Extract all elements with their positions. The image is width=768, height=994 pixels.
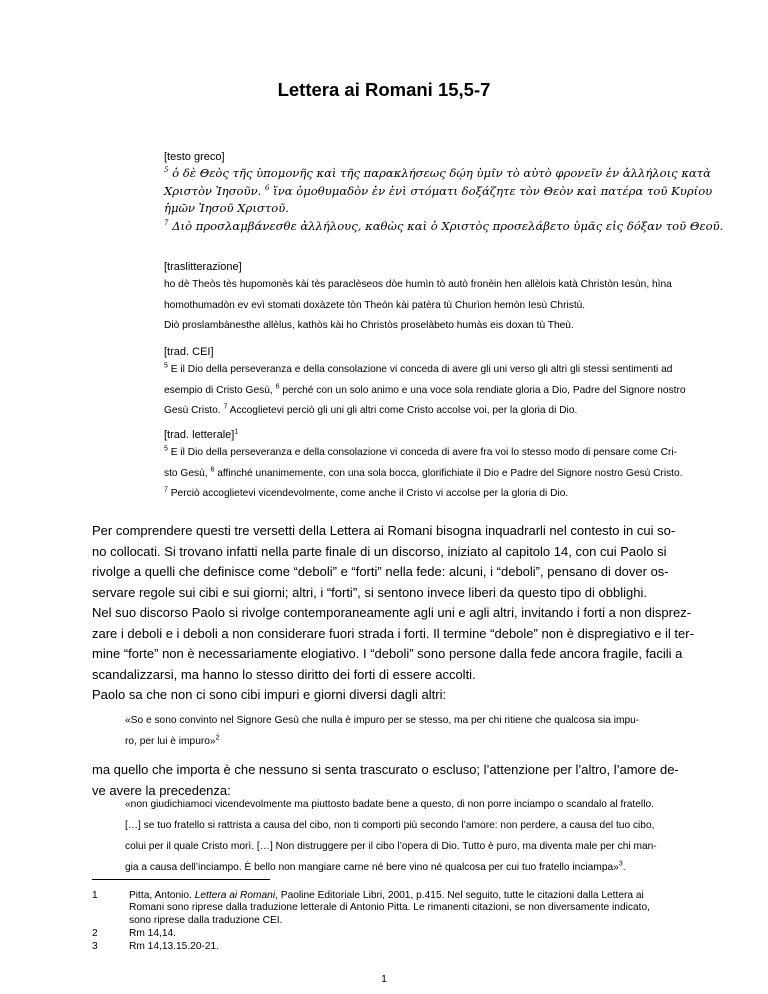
literal-label-text: [trad. letterale] bbox=[164, 429, 235, 441]
quote-line: […] se tuo fratello si rattrista a causa del cibo, non ti comporti più secondo l’amore: non perdere, a causa del tuo cibo, bbox=[125, 820, 655, 831]
transliteration-line: homothumadòn ev evì stomati doxàzete tòn Theón kài patèra tù Churìon hemòn Iesù Christù. bbox=[164, 299, 586, 311]
verse-number: 5 bbox=[164, 445, 168, 453]
transliteration-block bbox=[164, 260, 684, 337]
cei-text: Accoglietevi perciò gli uni gli altri come Cristo accolse voi, per la gloria di Dio. bbox=[229, 405, 578, 416]
literal-text: E il Dio della perseveranza e della consolazione vi conceda di avere fra voi lo stesso modo di pensare come Cri- bbox=[170, 447, 677, 458]
footnote-number: 2 bbox=[92, 928, 98, 939]
verse-number: 6 bbox=[210, 466, 215, 474]
greek-line bbox=[164, 165, 712, 183]
cei-translation-block bbox=[164, 345, 684, 422]
quote-line: colui per il quale Cristo morì. […] Non distruggere per il cibo l’opera di Dio. Tutto è puro, ma diventa male per chi man- bbox=[125, 841, 657, 852]
verse-number: 7 bbox=[223, 403, 228, 411]
footnote-line: Romani sono riprese dalla traduzione letterale di Antonio Pitta. Le rimanenti citazioni, se non diversamente indicato, bbox=[129, 902, 650, 914]
verse-number: 5 bbox=[164, 362, 168, 370]
block-quote bbox=[125, 794, 685, 878]
footnote-ref[interactable]: 1 bbox=[234, 428, 239, 436]
footnote-author: Pitta, Antonio. bbox=[129, 890, 195, 901]
footnote bbox=[92, 928, 684, 941]
greek-label: [testo greco] bbox=[164, 151, 225, 163]
body-line: zare i deboli e i deboli a non considerare fuori strada i forti. Il termine “debole” non è dispregiativo e il ter- bbox=[92, 625, 694, 641]
literal-text: affinché unanimemente, con una sola bocca, glorifichiate il Dio e Padre del Signore nostro Gesù Cristo. bbox=[217, 467, 683, 479]
transliteration-label: [traslitterazione] bbox=[164, 261, 242, 273]
footnote bbox=[92, 941, 684, 954]
body-line: rivolge a quelli che definisce come “deboli” e “forti” nella fede: alcuni, i “deboli”, pensano di dover os- bbox=[92, 564, 669, 579]
greek-text: Χριστὸν Ἰησοῦν. bbox=[164, 183, 262, 198]
body-line: ve avere la precedenza: bbox=[92, 782, 231, 798]
verse-number: 7 bbox=[164, 486, 168, 494]
body-line: Paolo sa che non ci sono cibi impuri e giorni diversi dagli altri: bbox=[92, 687, 447, 702]
literal-text: sto Gesù, bbox=[164, 467, 208, 479]
footnote-number: 3 bbox=[92, 941, 98, 952]
cei-text: Gesù Cristo. bbox=[164, 405, 221, 416]
verse-number: 5 bbox=[164, 166, 169, 175]
quote-line bbox=[125, 731, 685, 752]
literal-line bbox=[164, 464, 684, 485]
footnote-separator bbox=[92, 879, 270, 880]
footnote bbox=[92, 890, 684, 928]
quote-line: «So e sono convinto nel Signore Gesù che nulla è impuro per se stesso, ma per chi ritiene che qualcosa sia impu- bbox=[125, 715, 640, 726]
page-number: 1 bbox=[381, 973, 387, 985]
quote-text: . bbox=[622, 862, 626, 873]
footnote-text bbox=[129, 890, 684, 927]
body-line: scandalizzarsi, ma hanno lo stesso diritto dei forti di essere accolti. bbox=[92, 666, 476, 682]
greek-line bbox=[164, 183, 713, 201]
block-quote bbox=[125, 710, 685, 752]
cei-line bbox=[164, 360, 684, 381]
transliteration-line: ho dè Theòs tès hupomonès kài tès paraclèseos dòe humìn tò autò fronèin hen allèlois katà Christòn Iesùn, hìna bbox=[164, 279, 672, 290]
literal-label bbox=[164, 428, 684, 442]
footnote-line: sono riprese dalla traduzione CEI. bbox=[129, 914, 283, 926]
footnote-text: Rm 14,13.15.20-21. bbox=[129, 941, 220, 952]
cei-line bbox=[164, 381, 684, 402]
body-line: Nel suo discorso Paolo si rivolge contemporaneamente agli uni e agli altri, invitando i forti a non disprez- bbox=[92, 605, 692, 620]
literal-translation-block bbox=[164, 428, 684, 505]
body-line: ma quello che importa è che nessuno si senta trascurato o escluso; l’attenzione per l’altro, l’amore de- bbox=[92, 762, 679, 777]
body-paragraph bbox=[92, 521, 694, 706]
quote-text: gia a causa dell’inciampo. È bello non mangiare carne né bere vino né qualcosa per cui tuo fratello inciampa» bbox=[125, 862, 619, 873]
quote-text: ro, per lui è impuro» bbox=[125, 736, 216, 747]
literal-text: Perciò accoglietevi vicendevolmente, come anche il Cristo vi accolse per la gloria di Dio. bbox=[170, 488, 569, 499]
greek-text: Διὸ προσλαμβάνεσθε ἀλλήλους, καθὼς καὶ ὁ Χριστὸς προσελάβετο ὑμᾶς εἰς δόξαν τοῦ Θεοῦ. bbox=[172, 218, 724, 233]
verse-number: 6 bbox=[275, 383, 280, 391]
transliteration-line: Diò proslambànesthe allèlus, kathòs kài ho Christòs proselàbeto humàs eis doxan tù Theù. bbox=[164, 320, 574, 331]
footnote-text: Rm 14,14. bbox=[129, 928, 176, 939]
body-line: Per comprendere questi tre versetti della Lettera ai Romani bisogna inquadrarli nel contesto in cui so- bbox=[92, 523, 676, 538]
quote-line bbox=[125, 857, 685, 878]
greek-line bbox=[164, 218, 724, 236]
page-title: Lettera ai Romani 15,5-7 bbox=[277, 79, 491, 100]
body-line: mine “forte” non è necessariamente elogiativo. I “deboli” sono persone dalla fede ancora fragile, facili a bbox=[92, 646, 683, 661]
footnote-ref[interactable]: 2 bbox=[215, 734, 220, 742]
footnote-line: , Paoline Editoriale Libri, 2001, p.415. Nel seguito, tutte le citazioni dalla Lettera ai bbox=[275, 890, 644, 901]
literal-line bbox=[164, 484, 684, 505]
greek-text: ἡμῶν Ἰησοῦ Χριστοῦ. bbox=[164, 201, 289, 215]
greek-text-block bbox=[164, 150, 724, 235]
body-line: servare regole sui cibi e sui giorni; altri, i “forti”, si sentono invece liberi da questo tipo di obblighi. bbox=[92, 584, 647, 600]
greek-line bbox=[164, 200, 684, 218]
greek-text: ἵνα ὁμοθυμαδὸν ἐν ἑνὶ στόματι δοξάζητε τὸν Θεὸν καὶ πατέρα τοῦ Κυρίου bbox=[273, 183, 713, 198]
cei-text: perché con un solo animo e una voce sola rendiate gloria a Dio, Padre del Signore nostro bbox=[282, 384, 686, 396]
footnote-ref[interactable]: 3 bbox=[618, 860, 623, 868]
cei-text: E il Dio della perseveranza e della consolazione vi conceda di avere gli uni verso gli altri gli stessi sentimenti ad bbox=[170, 364, 673, 375]
greek-text: ὁ δὲ Θεὸς τῆς ὑπομονῆς καὶ τῆς παρακλήσεως δῴη ὑμῖν τὸ αὐτὸ φρονεῖν ἐν ἀλλήλοις κατὰ bbox=[172, 166, 712, 180]
verse-number: 6 bbox=[265, 183, 270, 192]
cei-text: esempio di Cristo Gesù, bbox=[164, 384, 273, 396]
cei-label: [trad. CEI] bbox=[164, 346, 214, 358]
footnote-book-title: Lettera ai Romani bbox=[194, 890, 276, 901]
verse-number: 7 bbox=[164, 218, 169, 227]
body-line: no collocati. Si trovano infatti nella parte finale di un discorso, iniziato al capitolo 14, con cui Paolo si bbox=[92, 543, 667, 559]
quote-line: «non giudichiamoci vicendevolmente ma piuttosto badate bene a questo, di non porre inciampo o scandalo al fratello. bbox=[125, 799, 654, 810]
literal-line bbox=[164, 443, 684, 464]
cei-line bbox=[164, 401, 684, 422]
footnote-number: 1 bbox=[92, 890, 98, 901]
